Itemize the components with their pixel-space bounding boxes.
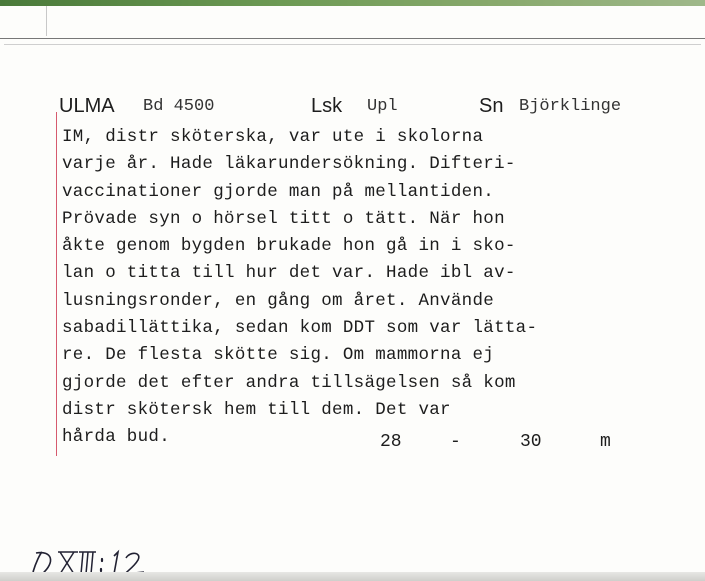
card-header bbox=[59, 95, 679, 119]
margin-rule bbox=[56, 112, 57, 456]
text-line: lan o titta till hur det var. Hade ibl av- bbox=[62, 263, 516, 284]
text-line: Prövade syn o hörsel titt o tätt. När hon bbox=[62, 208, 505, 229]
text-line: åkte genom bygden brukade hon gå in i sko- bbox=[62, 236, 516, 257]
measure-from: 28 bbox=[380, 432, 402, 452]
measure-dash: - bbox=[450, 432, 461, 452]
card-top-edge bbox=[0, 0, 705, 6]
place-value: Bd 4500 bbox=[143, 97, 215, 116]
text-line: vaccinationer gjorde man på mellantiden. bbox=[62, 181, 495, 202]
text-line: sabadillättika, sedan kom DDT som var lätta- bbox=[62, 318, 538, 339]
card-bottom-edge bbox=[0, 572, 705, 581]
text-line: distr skötersk hem till dem. Det var bbox=[62, 399, 451, 420]
measure-unit: m bbox=[600, 432, 611, 452]
text-line: lusningsronder, en gång om året. Använde bbox=[62, 290, 495, 311]
county-value: Upl bbox=[367, 97, 398, 116]
parish-value: Björklinge bbox=[519, 97, 622, 116]
card-text bbox=[62, 124, 682, 452]
text-line: re. De flesta skötte sig. Om mammorna ej bbox=[62, 345, 495, 366]
parish-label: Sn bbox=[479, 95, 504, 117]
measure-to: 30 bbox=[520, 432, 542, 452]
text-line: varje år. Hade läkarundersökning. Difteri- bbox=[62, 154, 516, 175]
county-label: Lsk bbox=[311, 95, 343, 117]
text-line: gjorde det efter andra tillsägelsen så kom bbox=[62, 372, 516, 393]
corner-mark bbox=[0, 6, 47, 36]
place-label: ULMA bbox=[59, 95, 115, 117]
text-line: IM, distr sköterska, var ute i skolorna bbox=[62, 127, 484, 147]
text-line: hårda bud. bbox=[62, 427, 171, 448]
header-rule-secondary bbox=[4, 44, 701, 45]
header-rule bbox=[0, 38, 705, 39]
